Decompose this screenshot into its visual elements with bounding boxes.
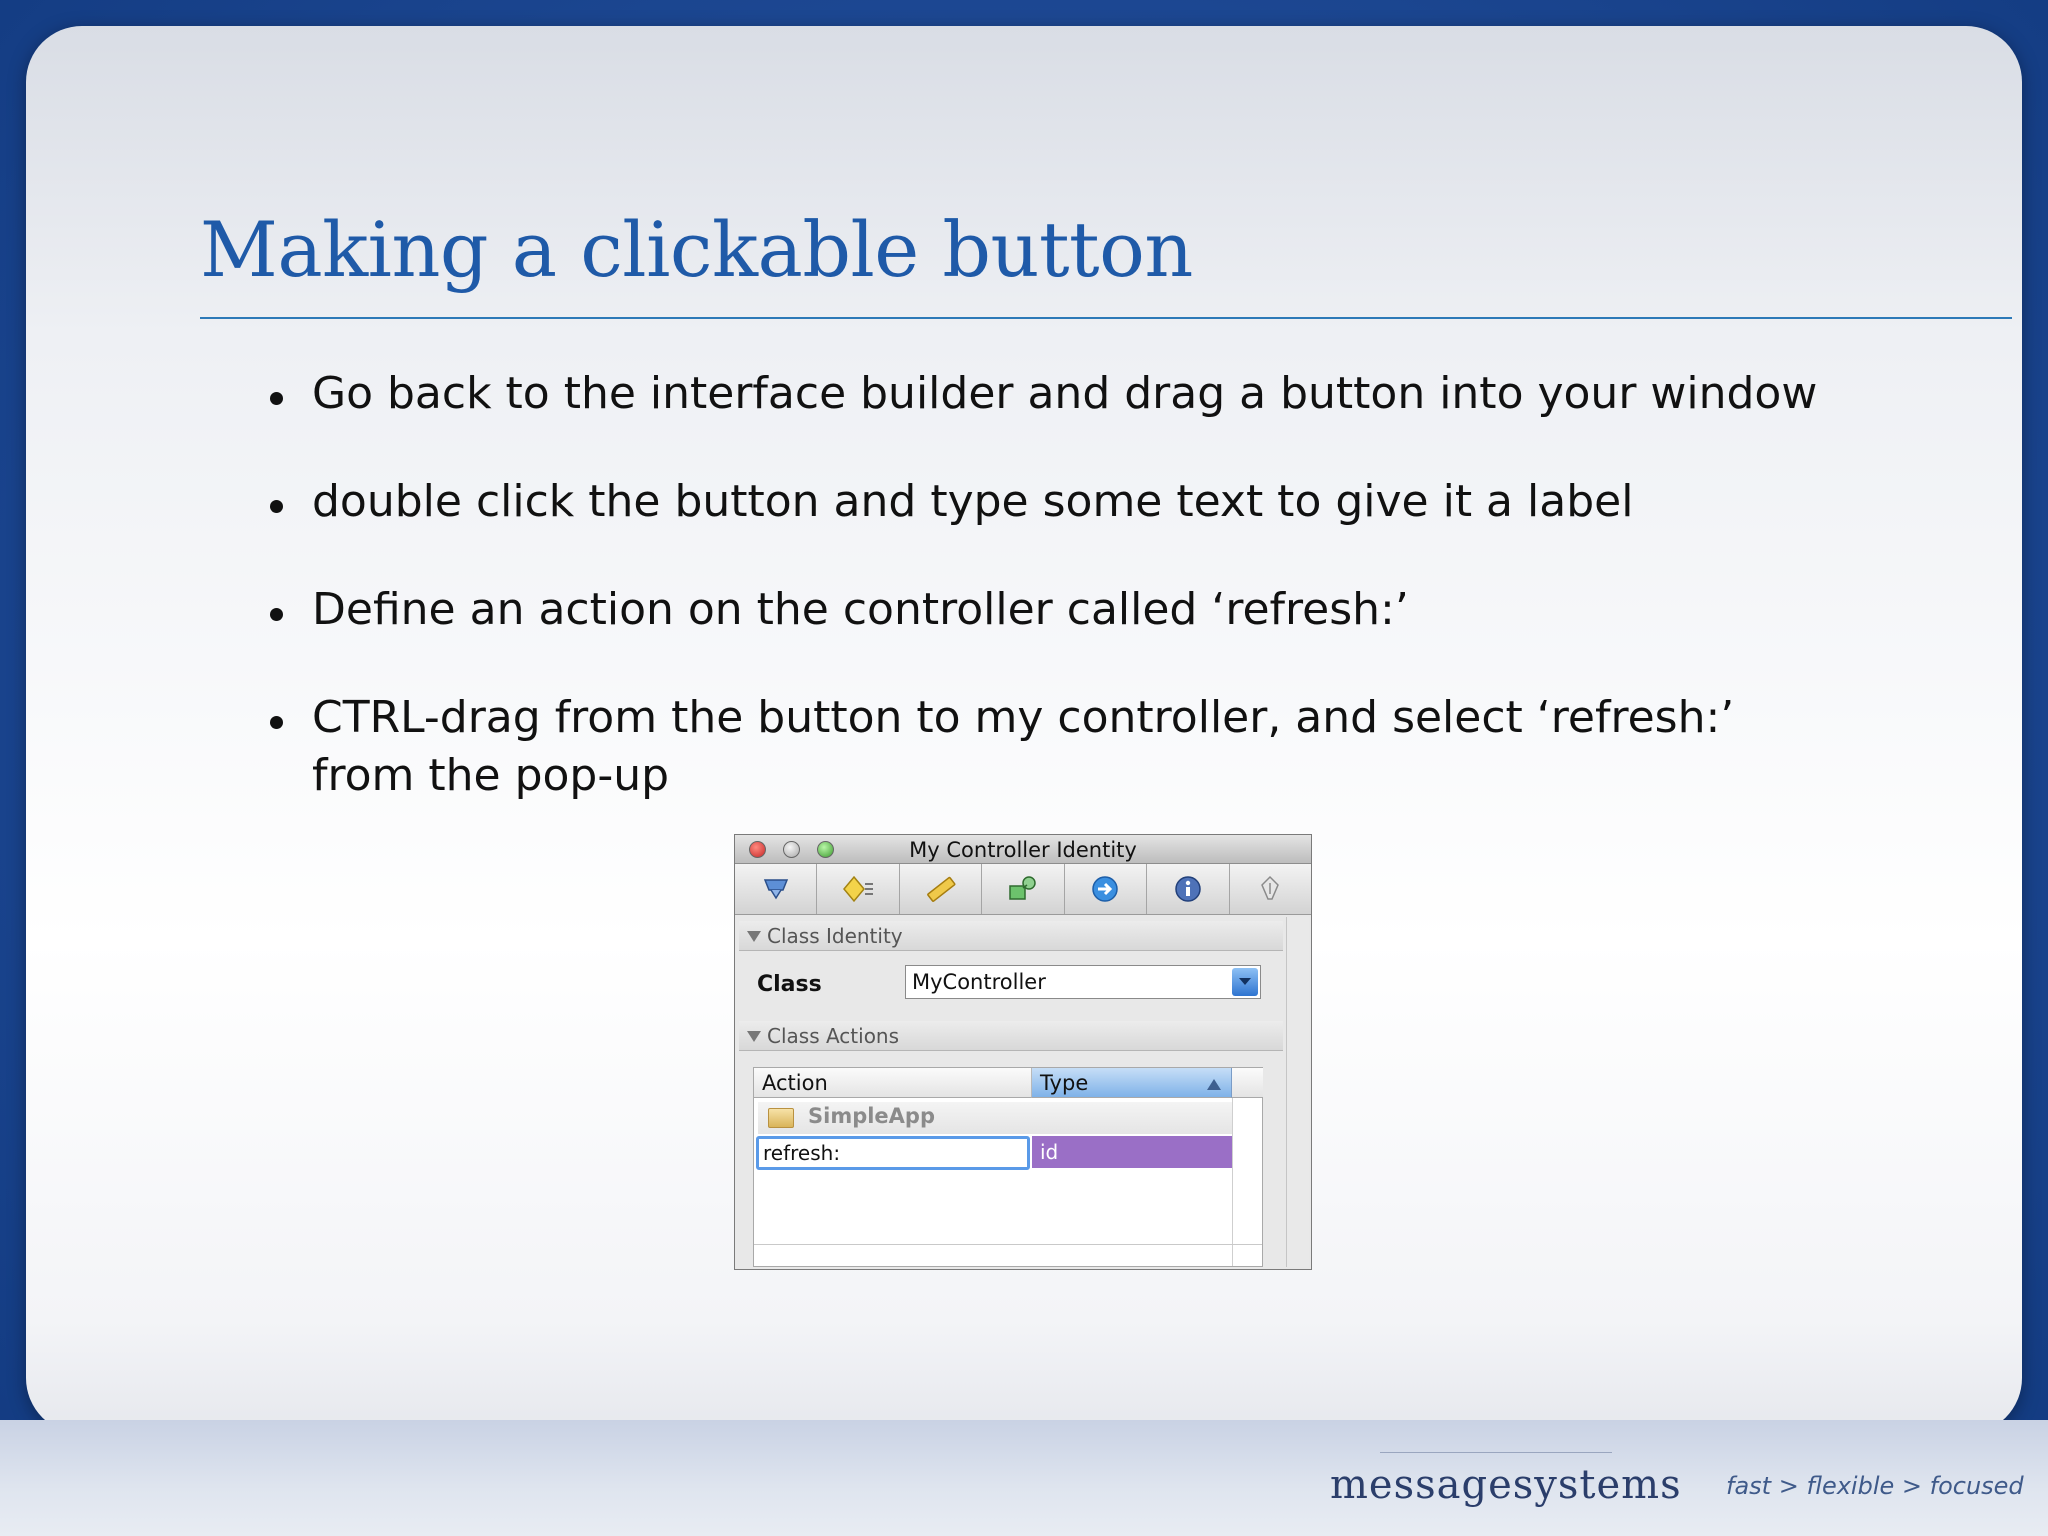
- connections-icon: [1006, 874, 1040, 904]
- combobox-dropdown-button[interactable]: [1232, 968, 1258, 996]
- disclosure-triangle-icon: [747, 931, 761, 942]
- class-identity-header[interactable]: [739, 921, 1283, 951]
- bullet-text: Go back to the interface builder and drag a button into your window: [312, 368, 1818, 419]
- column-header-filler: [1232, 1068, 1263, 1098]
- bullet-dot: [270, 716, 283, 729]
- table-row[interactable]: [754, 1136, 1232, 1170]
- action-name-field[interactable]: refresh:: [756, 1136, 1030, 1170]
- class-combobox-value: MyController: [912, 970, 1046, 994]
- class-actions-header-label: Class Actions: [767, 1024, 900, 1048]
- tagline: fast > flexible > focused: [1726, 1472, 2024, 1500]
- bullet-item: [262, 473, 1822, 531]
- tab-identity[interactable]: [1147, 864, 1229, 914]
- column-divider: [1232, 1098, 1233, 1266]
- column-header-type-label: Type: [1040, 1071, 1089, 1095]
- class-actions-header[interactable]: [739, 1021, 1283, 1051]
- bullet-text: Define an action on the controller called ‘refresh:’: [312, 584, 1409, 635]
- title-divider: [200, 317, 2012, 319]
- actions-table: [753, 1067, 1263, 1267]
- bullet-item: [262, 689, 1822, 805]
- tab-applescript[interactable]: [1230, 864, 1311, 914]
- effects-icon: [841, 874, 875, 904]
- company-logo: messagesystems: [1330, 1462, 1682, 1508]
- column-header-action[interactable]: Action: [754, 1068, 1032, 1098]
- attributes-icon: [759, 874, 793, 904]
- vertical-scrollbar[interactable]: [1286, 917, 1309, 1267]
- tab-size[interactable]: [900, 864, 982, 914]
- bullet-text: CTRL-drag from the button to my controller, and select ‘refresh:’ from the pop-up: [312, 692, 1735, 801]
- group-label: SimpleApp: [808, 1104, 935, 1128]
- slide-title: Making a clickable button: [200, 205, 1193, 294]
- disclosure-triangle-icon: [747, 1031, 761, 1042]
- bullet-item: [262, 581, 1822, 639]
- applescript-icon: [1253, 874, 1287, 904]
- sort-ascending-icon: [1207, 1079, 1221, 1090]
- bullet-text: double click the button and type some text to give it a label: [312, 476, 1634, 527]
- bullet-dot: [270, 608, 283, 621]
- bullet-list: [262, 365, 1822, 855]
- folder-icon: [768, 1108, 794, 1128]
- bullet-dot: [270, 392, 283, 405]
- tab-bindings[interactable]: [1065, 864, 1147, 914]
- class-label: Class: [757, 972, 822, 997]
- table-bottom-border: [754, 1244, 1262, 1245]
- bindings-icon: [1088, 874, 1122, 904]
- action-type-cell[interactable]: id: [1032, 1136, 1232, 1168]
- inspector-window: [734, 834, 1312, 1270]
- tab-connections[interactable]: [982, 864, 1064, 914]
- bullet-item: [262, 365, 1822, 423]
- inspector-toolbar: [735, 864, 1311, 915]
- size-icon: [924, 874, 958, 904]
- chevron-down-icon: [1238, 977, 1252, 987]
- class-combobox[interactable]: [905, 965, 1261, 999]
- window-title: My Controller Identity: [909, 838, 1137, 862]
- tab-attributes[interactable]: [735, 864, 817, 914]
- window-titlebar[interactable]: [735, 835, 1311, 864]
- tab-effects[interactable]: [817, 864, 899, 914]
- identity-icon: [1171, 874, 1205, 904]
- bullet-dot: [270, 500, 283, 513]
- table-group-row: [758, 1102, 1232, 1134]
- class-identity-header-label: Class Identity: [767, 924, 903, 948]
- logo-underline: [1380, 1452, 1612, 1453]
- column-header-type[interactable]: [1032, 1068, 1232, 1098]
